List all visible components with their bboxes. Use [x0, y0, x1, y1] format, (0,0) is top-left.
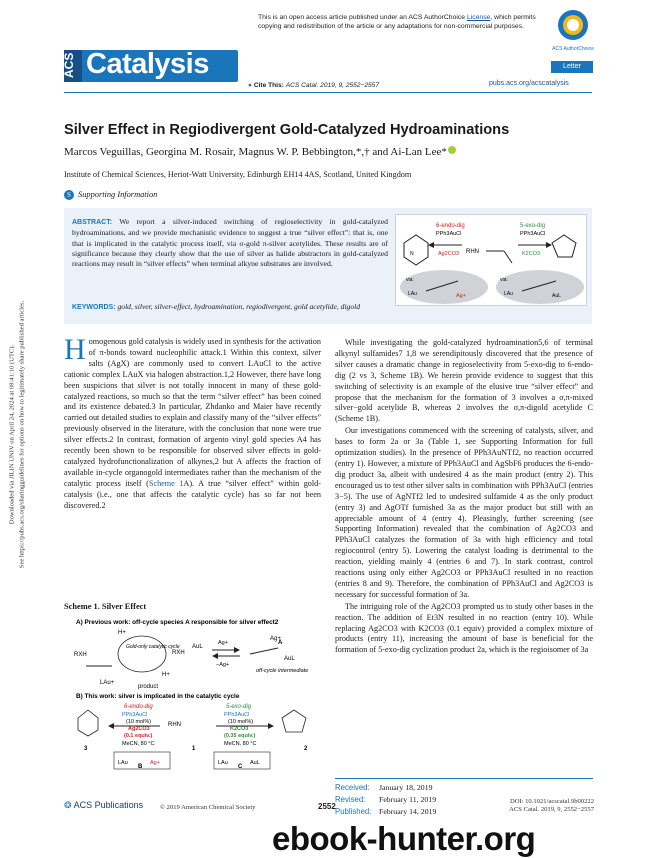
- doi-info[interactable]: DOI: 10.1021/acscatal.9b00222 ACS Catal. 2019, 9, 2552−2557: [509, 798, 594, 813]
- svg-text:RHN: RHN: [168, 722, 181, 728]
- svg-text:3: 3: [84, 746, 88, 752]
- svg-text:Ag+: Ag+: [218, 640, 228, 646]
- abstract-label: ABSTRACT:: [72, 219, 113, 226]
- badge-label: ACS AuthorChoice: [552, 46, 594, 52]
- journal-logo[interactable]: [64, 50, 238, 82]
- keywords: KEYWORDS: gold, silver, silver-effect, hydroamination, regiodivergent, gold acetylide, digold: [72, 302, 361, 311]
- svg-text:via:: via:: [500, 277, 508, 283]
- scheme-1-link[interactable]: Scheme 1: [148, 478, 184, 488]
- svg-text:LAu: LAu: [408, 291, 417, 297]
- svg-text:(0.1 equiv.): (0.1 equiv.): [124, 733, 153, 739]
- svg-text:RXH: RXH: [172, 650, 185, 656]
- results-column: [335, 337, 593, 656]
- svg-text:PPh3AuCl: PPh3AuCl: [520, 231, 546, 237]
- svg-text:MeCN, 80 °C: MeCN, 80 °C: [122, 741, 155, 747]
- acs-logo-mark: ACS: [64, 50, 82, 82]
- abstract: ABSTRACT: We report a silver-induced switching of regioselectivity in gold-catalyzed hydroaminations, and we provide mechanistic evidence to suggest a true “silver effect”: that is, one that is implicated in the catalytic process itself, via σ-gold π-silver acetylides. These results are of significance because they clearly show that the use of silver as halide abstractors in gold-catalyzed reactions may result in “silver effects” when terminal alkyne substrates are involved.: [72, 217, 388, 269]
- svg-text:H+: H+: [118, 630, 126, 636]
- svg-text:LAu: LAu: [118, 760, 128, 766]
- svg-text:AuL: AuL: [192, 644, 203, 650]
- svg-text:Ag+: Ag+: [456, 293, 466, 299]
- svg-text:6-endo-dig: 6-endo-dig: [124, 704, 153, 710]
- acs-publications-icon: ❂: [64, 800, 72, 810]
- svg-text:K2CO3: K2CO3: [230, 726, 249, 732]
- open-access-notice: This is an open access article published under an ACS AuthorChoice License, which permits copying and redistribution of the article or any adaptations for non-commercial purposes.: [258, 14, 536, 30]
- svg-text:5-exo-dig: 5-exo-dig: [520, 223, 546, 229]
- scheme-title: Scheme 1. Silver Effect: [64, 602, 147, 611]
- supporting-info-link[interactable]: S Supporting Information: [64, 190, 157, 200]
- svg-text:AuL: AuL: [552, 293, 561, 299]
- results-paragraph-1: While investigating the gold-catalyzed hydroamination5,6 of terminal alkynyl sulfamides7 1,8 we serendipitously discovered that the presence of silver causes a dramatic change in regioselectivity from 5-exo-dig to 6-endo-dig (2 vs 3, Scheme 1B). We herein provide evidence to suggest that this switching of selectivity is an example of the elusive true “silver effect” and propose that the mechanism for the formation of 3 involves a σ,π-mixed silver−gold acetylide B, whereas 2 involves the σ,π-digold acetylide C (Scheme 1B).: [335, 338, 593, 424]
- svg-text:Ag2CO3: Ag2CO3: [438, 251, 460, 257]
- dates-divider: [335, 778, 593, 779]
- svg-text:2: 2: [304, 746, 308, 752]
- svg-text:PPh3AuCl: PPh3AuCl: [436, 231, 462, 237]
- journal-name: Catalysis: [86, 48, 209, 80]
- svg-text:C: C: [238, 764, 243, 770]
- svg-text:1: 1: [192, 746, 196, 752]
- acs-publications-logo[interactable]: ❂ ACS Publications: [64, 800, 144, 810]
- toc-graphic: [395, 214, 587, 306]
- svg-text:(10 mol%): (10 mol%): [228, 719, 254, 725]
- license-link[interactable]: License: [466, 14, 491, 21]
- acs-authorchoice-badge[interactable]: [552, 8, 594, 54]
- page-number: 2552: [318, 802, 336, 811]
- article-title: Silver Effect in Regiodivergent Gold-Catalyzed Hydroaminations: [64, 122, 510, 138]
- svg-text:−Ag+: −Ag+: [216, 662, 230, 668]
- svg-text:off-cycle intermediate: off-cycle intermediate: [256, 668, 309, 674]
- svg-text:LAu: LAu: [218, 760, 228, 766]
- citation[interactable]: ● Cite This: ACS Catal. 2019, 9, 2552−2557: [248, 82, 380, 89]
- svg-text:Gold-only catalytic cycle: Gold-only catalytic cycle: [126, 644, 180, 650]
- svg-text:B: B: [138, 764, 143, 770]
- svg-text:Ag2CO3: Ag2CO3: [128, 726, 150, 732]
- svg-text:5-exo-dig: 5-exo-dig: [226, 704, 252, 710]
- svg-text:AuL: AuL: [250, 760, 260, 766]
- watermark: ebook-hunter.org: [272, 820, 536, 857]
- svg-text:A: A: [278, 640, 283, 646]
- svg-text:(0.35 equiv.): (0.35 equiv.): [224, 733, 256, 739]
- svg-text:H+: H+: [162, 672, 170, 678]
- copyright: © 2019 American Chemical Society: [160, 804, 256, 811]
- article-type-badge: Letter: [551, 61, 593, 73]
- svg-text:MeCN, 80 °C: MeCN, 80 °C: [224, 741, 257, 747]
- scheme-b-label: B) This work: silver is implicated in the catalytic cycle: [76, 693, 240, 700]
- svg-text:PPh3AuCl: PPh3AuCl: [122, 712, 148, 718]
- journal-url[interactable]: pubs.acs.org/acscatalysis: [489, 80, 569, 87]
- scheme-a-label: A) Previous work: off-cycle species A responsible for silver effect2: [76, 619, 279, 626]
- header-divider: [64, 92, 592, 93]
- svg-text:AuL: AuL: [284, 656, 295, 662]
- scheme-1-figure: [64, 614, 322, 770]
- svg-text:RXH: RXH: [74, 652, 87, 658]
- svg-text:RHN: RHN: [466, 249, 479, 255]
- results-paragraph-3: The intriguing role of the Ag2CO3 prompted us to study other bases in the reaction. The addition of Et3N resulted in no reaction (entry 10). While replacing Ag2CO3 with K2CO3 (0.1 equiv) provided a complex mixture of products (entry 11), increasing the amount of base is beneficial for the formation of 5-exo-dig cyclization product 2a, which is the regioisomer of 3a: [335, 601, 593, 655]
- intro-paragraph: Homogenous gold catalysis is widely used in synthesis for the activation of π-bonds toward nucleophilic attack.1 Within this context, silver salts (AgX) are commonly used to convert LAuCl to the active cationic complex LAuX via halogen abstraction.1,2 However, there have long been suspicions that silver is not totally innocent in many of these gold-catalyzed reactions, so much so that the term “silver effect” has been coined and its existence debated.3 In particular, Zhdanko and Maier have recently carried out detailed studies to explain and classify many of the “silver effects” previously observed in the literature, with the conclusion that none were true silver effects.2 In contrast, formation of argento vinyl gold species A4 has recently been shown to be responsible for observed silver effects in gold-catalyzed hydrofunctionalization of alkynes,2 but A affects the fraction of available in-cycle organogold intermediates rather than the mechanism of the catalytic process itself (Scheme 1A). A true “silver effect” within gold-catalysis (i.e., one that affects the catalytic cycle) has so far not been discovered.2: [64, 333, 321, 510]
- results-paragraph-2: Our investigations commenced with the screening of catalysts, silver, and bases to form 2a or 3a (Table 1, see Supporting Information for full optimization studies). In the presence of PPh3AuNTf2, no reaction occurred (entry 1). However, a mixture of PPh3AuCl and AgSbF6 produces the 6-endo-dig product 3a, albeit with undesired 4 as the main product (entry 2). This encouraged us to test other silver salts in combination with PPh3AuCl (entries 3−5). The use of AgNTf2 led to undesired sulfamide 4 as the only product (entry 3) and AgOTf furnished 3a as the major product but still with an appreciable amount of 4 (entry 4). Pleasingly, further screening (see Supporting Information) revealed that the combination of Ag2CO3 and PPh3AuCl catalyzes the formation of 3a with high efficiency and total regiocontrol (entry 5). Lowering the catalyst loading is detrimental to the reaction, yielding mainly 4 (entries 6 and 7). In stark contrast, control reactions using only either Ag2CO3 or PPh3AuCl resulted in no reaction (entries 8 and 9). Therefore, the combination of PPh3AuCl and Ag2CO3 is necessary for successful formation of 3a.: [335, 426, 593, 599]
- supporting-info-icon: S: [64, 190, 74, 200]
- svg-text:N: N: [410, 251, 414, 257]
- svg-text:6-endo-dig: 6-endo-dig: [436, 223, 465, 229]
- affiliation: Institute of Chemical Sciences, Heriot-Watt University, Edinburgh EH14 4AS, Scotland, United Kingdom: [64, 170, 412, 179]
- svg-text:LAu+: LAu+: [100, 680, 115, 686]
- svg-text:Ag+: Ag+: [270, 636, 281, 642]
- svg-text:K2CO3: K2CO3: [522, 251, 541, 257]
- download-notice-1: Downloaded via JILIN UNIV on April 24, 2024 at 08:41:10 (UTC).: [8, 344, 16, 525]
- orcid-icon[interactable]: [448, 146, 456, 154]
- svg-text:(10 mol%): (10 mol%): [126, 719, 152, 725]
- keywords-label: KEYWORDS:: [72, 304, 116, 311]
- author-list: Marcos Veguillas, Georgina M. Rosair, Magnus W. P. Bebbington,*,† and Ai-Lan Lee*: [64, 146, 456, 158]
- svg-text:PPh3AuCl: PPh3AuCl: [224, 712, 250, 718]
- svg-text:via:: via:: [406, 277, 414, 283]
- svg-text:LAu: LAu: [504, 291, 513, 297]
- svg-text:product: product: [138, 684, 159, 690]
- download-notice-2: See https://pubs.acs.org/sharingguidelines for options on how to legitimately share published articles.: [18, 300, 26, 569]
- drop-cap: H: [64, 333, 86, 366]
- svg-text:Ag+: Ag+: [150, 760, 160, 766]
- publication-dates: Received: January 18, 2019 Revised: February 11, 2019 Published: February 14, 2019: [335, 783, 437, 816]
